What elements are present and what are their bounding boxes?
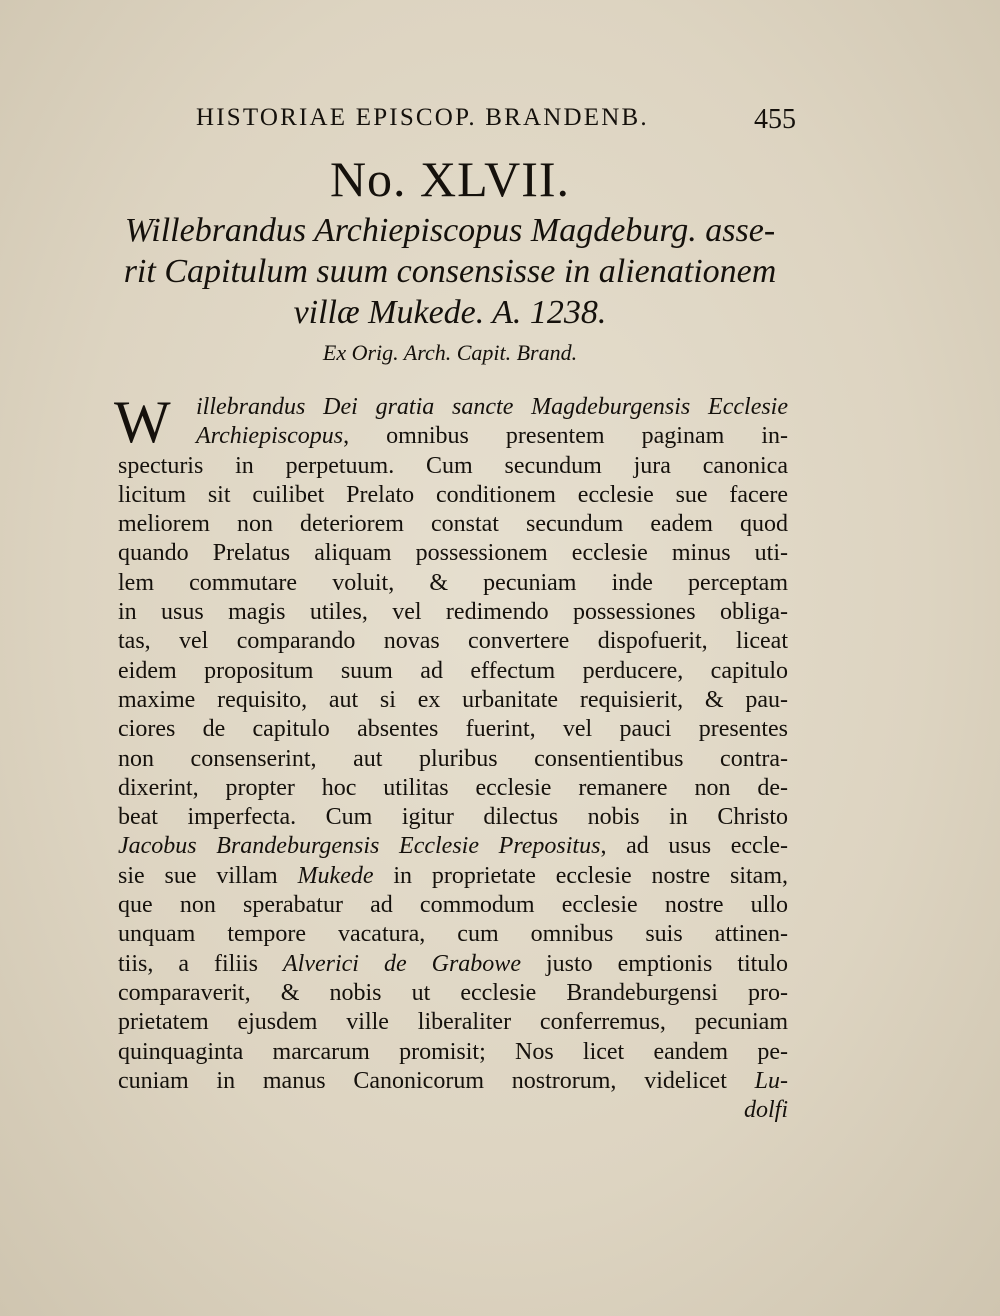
- text-line: [118, 481, 788, 510]
- text-segment: ciores de capitulo absentes fuerint, vel pauci presentes: [118, 716, 788, 743]
- text-segment: prietatem ejusdem ville liberaliter conferremus, pecuniam: [118, 1009, 788, 1036]
- body-text: [114, 389, 789, 1125]
- text-line: [118, 862, 788, 891]
- text-segment: non consenserint, aut pluribus consentientibus contra-: [118, 745, 788, 772]
- text-segment: in proprietate ecclesie nostre sitam,: [373, 862, 789, 889]
- text-line: [118, 422, 788, 451]
- page-number: 455: [754, 104, 796, 135]
- text-segment: , omnibus presentem paginam in-: [343, 423, 788, 450]
- text-line: [118, 1008, 788, 1037]
- italic-text: Alverici de Grabowe: [283, 950, 521, 977]
- text-segment: dixerint, propter hoc utilitas ecclesie remanere non de-: [118, 774, 788, 801]
- text-segment: specturis in perpetuum. Cum secundum jura canonica: [118, 452, 788, 479]
- text-line: [118, 569, 788, 598]
- text-segment: beat imperfecta. Cum igitur dilectus nobis in Christo: [118, 804, 788, 831]
- running-head: HISTORIAE EPISCOP. BRANDENB.: [196, 104, 649, 131]
- source-citation: Ex Orig. Arch. Capit. Brand.: [322, 340, 578, 365]
- text-line: [118, 598, 788, 627]
- text-segment: cuniam in manus Canonicorum nostrorum, videlicet: [118, 1067, 755, 1094]
- drop-capital: W: [114, 389, 171, 455]
- text-segment: quinquaginta marcarum promisit; Nos licet eandem pe-: [118, 1038, 788, 1065]
- title-line: Willebrandus Archiepiscopus Magdeburg. asse-: [124, 212, 776, 249]
- text-line: [118, 803, 788, 832]
- text-line: [118, 686, 788, 715]
- title-line: rit Capitulum suum consensisse in alienationem: [123, 253, 777, 290]
- text-line: [118, 774, 788, 803]
- text-line: [118, 627, 788, 656]
- italic-text: Jacobus Brandeburgensis Ecclesie Prepositus: [118, 833, 601, 860]
- title-line: villæ Mukede. A. 1238.: [293, 294, 607, 331]
- document-title: [100, 210, 800, 333]
- text-segment: meliorem non deteriorem constat secundum eadem quod: [118, 511, 788, 538]
- italic-text: Mukede: [297, 862, 374, 889]
- italic-text: Archiepiscopus: [196, 423, 344, 450]
- text-line: [118, 1067, 788, 1096]
- text-line: [118, 393, 788, 422]
- text-line: [118, 657, 788, 686]
- text-segment: que non sperabatur ad commodum ecclesie nostre ullo: [118, 892, 788, 919]
- text-line: [118, 452, 788, 481]
- text-segment: unquam tempore vacatura, cum omnibus suis attinen-: [118, 921, 788, 948]
- text-line: [118, 1038, 788, 1067]
- text-line: [118, 832, 788, 861]
- text-segment: comparaverit, & nobis ut ecclesie Brandeburgensi pro-: [118, 979, 788, 1006]
- text-line: [118, 979, 788, 1008]
- text-line: [118, 510, 788, 539]
- text-segment: tas, vel comparando novas convertere dispofuerit, liceat: [118, 628, 788, 655]
- text-segment: justo emptionis titulo: [520, 950, 788, 977]
- text-segment: tiis, a filiis: [118, 950, 284, 977]
- text-line: [118, 745, 788, 774]
- text-segment: maxime requisito, aut si ex urbanitate requisierit, & pau-: [118, 686, 788, 713]
- catchword: dolfi: [743, 1097, 788, 1124]
- text-segment: , ad usus eccle-: [600, 833, 789, 860]
- text-line: [118, 891, 788, 920]
- text-segment: quando Prelatus aliquam possessionem ecclesie minus uti-: [118, 540, 788, 567]
- text-segment: lem commutare voluit, & pecuniam inde perceptam: [118, 569, 788, 596]
- text-line: [118, 950, 788, 979]
- page-header: [196, 100, 796, 140]
- text-segment: licitum sit cuilibet Prelato conditionem ecclesie sue facere: [118, 481, 788, 508]
- text-segment: in usus magis utiles, vel redimendo possessiones obliga-: [118, 599, 788, 626]
- italic-text: illebrandus Dei gratia sancte Magdeburgensis Ecclesie: [196, 394, 788, 420]
- text-line: [118, 715, 788, 744]
- italic-text: Lu-: [754, 1067, 788, 1094]
- text-line: [118, 920, 788, 949]
- text-segment: eidem propositum suum ad effectum perducere, capitulo: [118, 657, 788, 684]
- text-line: [118, 539, 788, 568]
- document-number: No. XLVII.: [329, 151, 571, 207]
- text-segment: sie sue villam: [118, 862, 298, 889]
